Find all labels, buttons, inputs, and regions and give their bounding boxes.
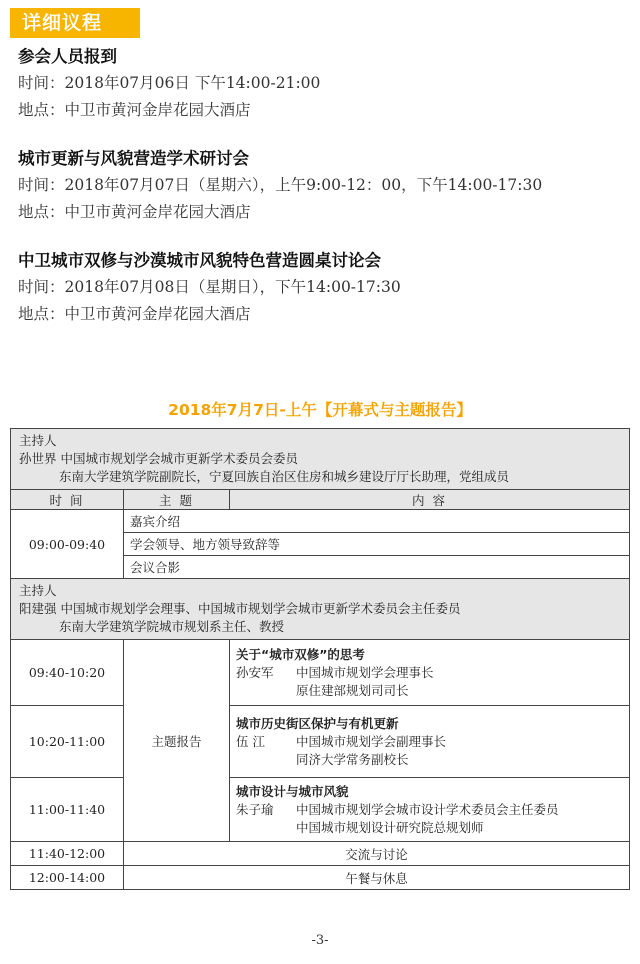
page-number: -3- bbox=[311, 933, 329, 948]
speaker-name: 孙安军 bbox=[236, 665, 274, 680]
lunch-label: 午餐与休息 bbox=[124, 866, 630, 890]
session-title: 中卫城市双修与沙漠城市风貌特色营造圆桌讨论会 bbox=[18, 251, 381, 270]
table-row bbox=[11, 640, 630, 706]
time-cell: 11:40-12:00 bbox=[11, 842, 124, 866]
speaker-role: 中国城市规划学会副理事长 bbox=[296, 734, 447, 749]
host-title: 东南大学建筑学院副院长，宁夏回族自治区住房和城乡建设厅厅长助理，党组成员 bbox=[59, 469, 510, 484]
table-row bbox=[11, 510, 630, 533]
time-cell: 09:40-10:20 bbox=[11, 640, 124, 706]
host-cell bbox=[11, 579, 630, 640]
host-name: 孙世界 中国城市规划学会城市更新学术委员会委员 bbox=[19, 451, 298, 466]
header-topic: 主 题 bbox=[124, 490, 230, 510]
speaker-name: 朱子瑜 bbox=[236, 802, 274, 817]
speaker-role: 原住建部规划司司长 bbox=[296, 683, 409, 698]
item-speeches: 学会领导、地方领导致辞等 bbox=[124, 533, 630, 556]
session-title: 参会人员报到 bbox=[18, 47, 117, 66]
session-time: 时间：2018年07月07日（星期六），上午9:00-12：00，下午14:00-17:30 bbox=[18, 176, 543, 194]
session-symposium bbox=[18, 146, 628, 226]
speaker-role: 同济大学常务副校长 bbox=[296, 752, 409, 767]
host-title: 东南大学建筑学院城市规划系主任、教授 bbox=[59, 619, 285, 634]
section-banner: 详细议程 bbox=[10, 8, 140, 38]
host-name: 阳建强 中国城市规划学会理事、中国城市规划学会城市更新学术委员会主任委员 bbox=[19, 601, 461, 616]
speaker-role: 中国城市规划学会城市设计学术委员会主任委员 bbox=[296, 802, 559, 817]
talk-cell bbox=[230, 778, 630, 842]
header-content: 内 容 bbox=[230, 490, 630, 510]
talk-cell bbox=[230, 706, 630, 778]
talk-title: 城市历史街区保护与有机更新 bbox=[236, 716, 399, 731]
item-group-photo: 会议合影 bbox=[124, 556, 630, 579]
table-row bbox=[11, 778, 630, 842]
talk-cell bbox=[230, 640, 630, 706]
host-label: 主持人 bbox=[19, 433, 57, 448]
host-row bbox=[11, 429, 630, 490]
session-place: 地点：中卫市黄河金岸花园大酒店 bbox=[18, 203, 251, 221]
header-time: 时 间 bbox=[11, 490, 124, 510]
session-list bbox=[18, 44, 628, 350]
speaker-name: 伍 江 bbox=[236, 734, 265, 749]
host-cell bbox=[11, 429, 630, 490]
session-place: 地点：中卫市黄河金岸花园大酒店 bbox=[18, 101, 251, 119]
agenda-table bbox=[10, 428, 630, 890]
time-cell: 09:00-09:40 bbox=[11, 510, 124, 579]
session-place: 地点：中卫市黄河金岸花园大酒店 bbox=[18, 305, 251, 323]
keynote-label: 主题报告 bbox=[124, 640, 230, 842]
talk-title: 关于“城市双修”的思考 bbox=[236, 647, 365, 662]
host-row bbox=[11, 579, 630, 640]
item-guest-intro: 嘉宾介绍 bbox=[124, 510, 630, 533]
table-row bbox=[11, 866, 630, 890]
session-roundtable bbox=[18, 248, 628, 328]
speaker-role: 中国城市规划设计研究院总规划师 bbox=[296, 820, 484, 835]
talk-title: 城市设计与城市风貌 bbox=[236, 784, 349, 799]
discussion-label: 交流与讨论 bbox=[124, 842, 630, 866]
host-label: 主持人 bbox=[19, 583, 57, 598]
table-header-row bbox=[11, 490, 630, 510]
session-title: 城市更新与风貌营造学术研讨会 bbox=[18, 149, 249, 168]
time-cell: 10:20-11:00 bbox=[11, 706, 124, 778]
speaker-role: 中国城市规划学会理事长 bbox=[296, 665, 434, 680]
session-time: 时间：2018年07月06日 下午14:00-21:00 bbox=[18, 74, 321, 92]
session-time: 时间：2018年07月08日（星期日），下午14:00-17:30 bbox=[18, 278, 401, 296]
table-row bbox=[11, 706, 630, 778]
table-row bbox=[11, 842, 630, 866]
session-registration bbox=[18, 44, 628, 124]
time-cell: 11:00-11:40 bbox=[11, 778, 124, 842]
time-cell: 12:00-14:00 bbox=[11, 866, 124, 890]
agenda-title: 2018年7月7日-上午【开幕式与主题报告】 bbox=[168, 401, 472, 419]
